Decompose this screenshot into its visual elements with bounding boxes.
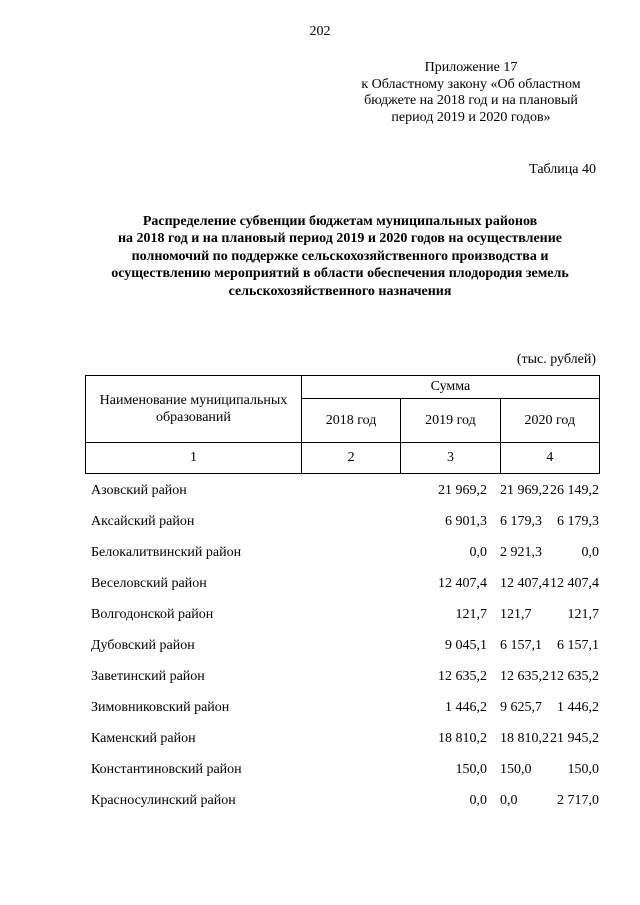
value-2019: 12 407,4 [500, 576, 549, 591]
value-2018: 21 969,2 [438, 483, 487, 498]
column-index-cell: 3 [401, 443, 500, 474]
table-row [85, 725, 600, 756]
district-name: Азовский район [91, 483, 187, 498]
value-2020: 6 179,3 [557, 514, 599, 529]
table-row [85, 539, 600, 570]
appendix-line: период 2019 и 2020 годов» [391, 109, 551, 125]
header-year-2019: 2019 год [401, 399, 500, 443]
table-row [85, 787, 600, 818]
title-line: на 2018 год и на плановый период 2019 и 2020 годов на осуществление [117, 231, 563, 247]
value-2018: 9 045,1 [445, 638, 487, 653]
value-2020: 21 945,2 [550, 731, 599, 746]
value-2020: 1 446,2 [557, 700, 599, 715]
value-2019: 21 969,2 [500, 483, 549, 498]
header-sum-cell: Сумма [301, 376, 599, 399]
header-name-cell: Наименование муниципальных образований [86, 376, 302, 443]
page-number: 202 [309, 24, 331, 39]
table-row [85, 663, 600, 694]
table-row [85, 601, 600, 632]
value-2018: 0,0 [469, 793, 487, 808]
district-name: Волгодонской район [91, 607, 214, 622]
value-2019: 150,0 [500, 762, 532, 777]
title-line: сельскохозяйственного назначения [228, 283, 452, 299]
table-row [85, 694, 600, 725]
value-2018: 12 635,2 [438, 669, 487, 684]
header-year-2018: 2018 год [301, 399, 400, 443]
table-row [85, 756, 600, 787]
table-number: Таблица 40 [529, 162, 596, 177]
value-2020: 121,7 [567, 607, 599, 622]
value-2018: 121,7 [455, 607, 487, 622]
value-2020: 6 157,1 [557, 638, 599, 653]
table-row [85, 508, 600, 539]
column-index-cell: 2 [301, 443, 400, 474]
header-year-2020: 2020 год [500, 399, 599, 443]
value-2018: 12 407,4 [438, 576, 487, 591]
appendix-line: бюджете на 2018 год и на плановый [364, 93, 578, 108]
value-2019: 121,7 [500, 607, 532, 622]
title-line: полномочий по поддержке сельскохозяйственного производства и [131, 248, 549, 264]
table-row [85, 570, 600, 601]
district-name: Красносулинский район [91, 793, 236, 808]
value-2019: 12 635,2 [500, 669, 549, 684]
value-2020: 12 635,2 [550, 669, 599, 684]
district-name: Аксайский район [91, 514, 195, 529]
value-2020: 150,0 [567, 762, 599, 777]
value-2020: 2 717,0 [557, 793, 599, 808]
value-2019: 0,0 [500, 793, 518, 808]
value-2020: 26 149,2 [550, 483, 599, 498]
value-2018: 1 446,2 [445, 700, 487, 715]
district-name: Заветинский район [91, 669, 205, 684]
value-2019: 18 810,2 [500, 731, 549, 746]
value-2018: 0,0 [469, 545, 487, 560]
value-2018: 18 810,2 [438, 731, 487, 746]
document-title [40, 213, 640, 300]
column-index-cell: 4 [500, 443, 599, 474]
column-index-cell: 1 [86, 443, 302, 474]
table-row [85, 632, 600, 663]
appendix-line: к Областному закону «Об областном [361, 76, 581, 92]
title-line: Распределение субвенции бюджетам муниципальных районов [142, 214, 538, 229]
value-2020: 12 407,4 [550, 576, 599, 591]
value-2019: 9 625,7 [500, 700, 542, 715]
value-2019: 6 179,3 [500, 514, 542, 529]
district-name: Каменский район [91, 731, 196, 746]
appendix-line: Приложение 17 [424, 60, 518, 75]
title-line: осуществлению мероприятий в области обеспечения плодородия земель [111, 266, 569, 282]
district-name: Константиновский район [91, 762, 242, 777]
table-body [85, 477, 600, 818]
units-label: (тыс. рублей) [516, 352, 596, 367]
district-name: Веселовский район [91, 576, 207, 591]
value-2018: 6 901,3 [445, 514, 487, 529]
district-name: Белокалитвинский район [91, 545, 242, 560]
value-2018: 150,0 [455, 762, 487, 777]
district-name: Зимовниковский район [91, 700, 230, 715]
value-2019: 2 921,3 [500, 545, 542, 560]
table-row [85, 477, 600, 508]
value-2019: 6 157,1 [500, 638, 542, 653]
value-2020: 0,0 [581, 545, 599, 560]
appendix-note [340, 60, 602, 126]
district-name: Дубовский район [91, 638, 195, 653]
table-header [85, 375, 600, 474]
